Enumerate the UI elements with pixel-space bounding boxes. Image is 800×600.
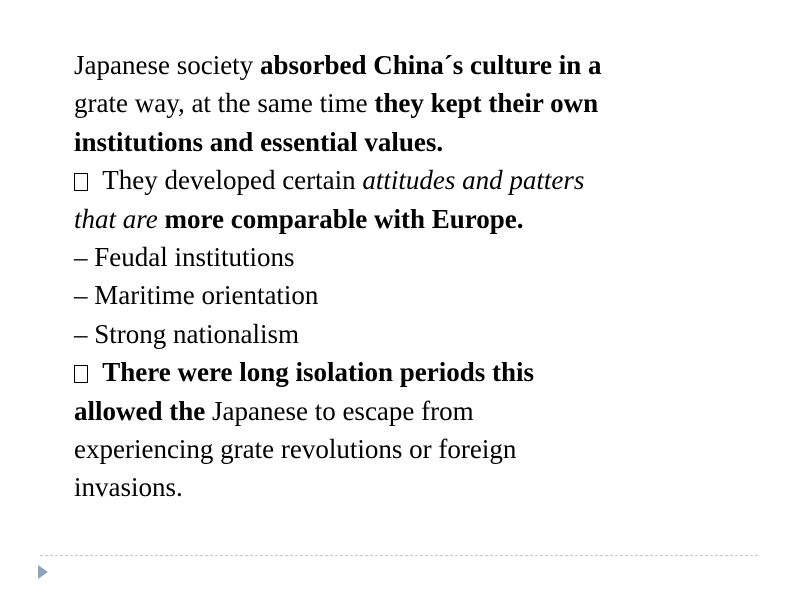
text-line-5	[74, 200, 764, 238]
text-line-2	[74, 84, 764, 122]
text-line-12: invasions.	[74, 472, 183, 503]
text-run: Japanese to escape from	[212, 395, 474, 426]
text-run-bold: institutions and essential values.	[74, 126, 444, 157]
text-run-italic: that are	[74, 203, 165, 234]
box-glyph-icon	[74, 365, 88, 383]
text-line-10	[74, 392, 764, 430]
text-run-bold: allowed the	[74, 395, 212, 426]
text-line-3	[74, 123, 764, 161]
text-run-bold: more comparable with Europe.	[164, 203, 524, 234]
play-arrow-icon[interactable]	[38, 565, 48, 579]
text-line-9	[74, 353, 764, 391]
list-item: – Strong nationalism	[74, 318, 299, 349]
text-run: Japanese society	[74, 50, 260, 80]
text-run: They developed certain	[96, 165, 363, 196]
text-run-italic: attitudes and patters	[362, 165, 585, 196]
text-run-bold: they kept their own	[374, 88, 599, 119]
text-line-4	[74, 161, 764, 199]
text-run-bold: absorbed China´s culture in a	[259, 50, 602, 80]
list-item: – Feudal institutions	[74, 242, 295, 273]
text-run-bold: There were long isolation periods this	[96, 357, 535, 388]
text-line-11: experiencing grate revolutions or foreign	[74, 434, 517, 465]
text-line-1	[74, 46, 764, 84]
footer-divider	[40, 555, 758, 556]
text-run: grate way, at the same time	[74, 88, 375, 119]
slide-body	[74, 46, 764, 507]
list-item: – Maritime orientation	[74, 280, 319, 311]
box-glyph-icon	[74, 173, 88, 191]
